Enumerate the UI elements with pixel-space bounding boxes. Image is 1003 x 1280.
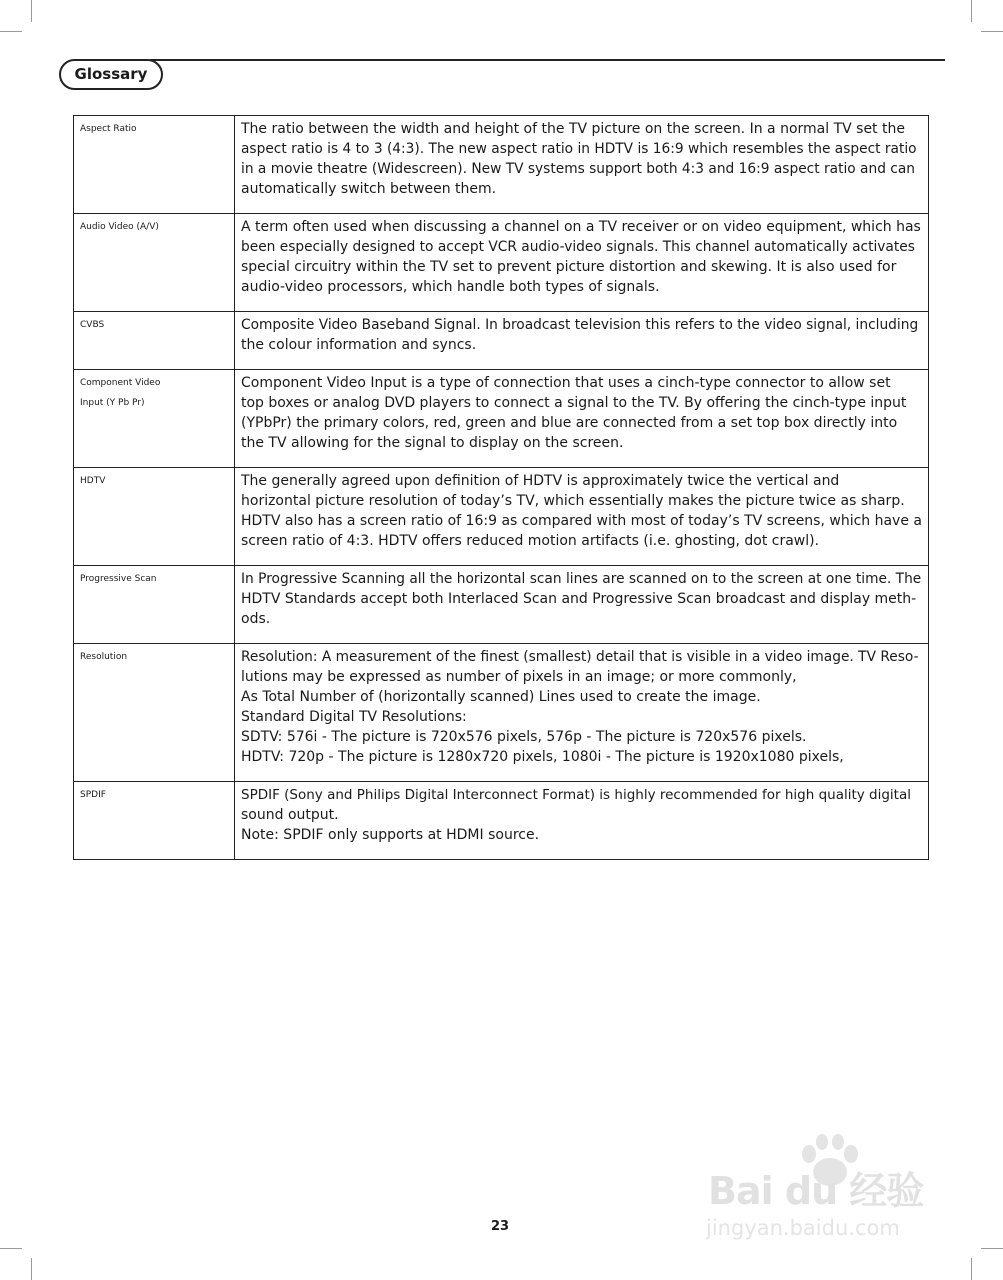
- crop-mark: [981, 1248, 1003, 1249]
- glossary-definition: [235, 468, 929, 566]
- term-line: HDTV: [80, 476, 106, 486]
- term-line: Component Video: [80, 378, 161, 388]
- definition-line: lutions may be expressed as number of pixels in an image; or more commonly,: [241, 669, 797, 685]
- definition-line: The generally agreed upon definition of HDTV is approximately twice the vertical and: [241, 473, 840, 489]
- definition-line: special circuitry within the TV set to prevent picture distortion and skewing. It is also used for: [241, 259, 897, 275]
- glossary-row: [74, 644, 929, 782]
- crop-mark: [0, 1248, 22, 1249]
- definition-line: Note: SPDIF only supports at HDMI source.: [241, 827, 540, 843]
- glossary-table: [73, 115, 929, 860]
- definition-line: A term often used when discussing a channel on a TV receiver or on video equipment, which has: [241, 219, 921, 235]
- section-title: Glossary: [59, 59, 163, 90]
- baidu-watermark: [700, 1130, 960, 1270]
- definition-line: HDTV also has a screen ratio of 16:9 as compared with most of today’s TV screens, which have a: [241, 513, 922, 529]
- glossary-definition: [235, 566, 929, 644]
- glossary-term: [74, 566, 235, 644]
- definition-line: SPDIF (Sony and Philips Digital Interconnect Format) is highly recommended for high quality digital: [241, 787, 911, 803]
- glossary-definition: [235, 312, 929, 370]
- definition-line: audio-video processors, which handle both types of signals.: [241, 279, 660, 295]
- term-line: Progressive Scan: [80, 574, 157, 584]
- term-line: SPDIF: [80, 790, 106, 800]
- page-number: 23: [490, 1219, 510, 1234]
- glossary-term: [74, 644, 235, 782]
- glossary-definition: [235, 116, 929, 214]
- definition-line: the TV allowing for the signal to display on the screen.: [241, 435, 624, 451]
- definition-line: Composite Video Baseband Signal. In broadcast television this refers to the video signal, including: [241, 317, 919, 333]
- glossary-row: [74, 468, 929, 566]
- glossary-definition: [235, 782, 929, 860]
- glossary-definition: [235, 370, 929, 468]
- definition-line: Component Video Input is a type of connection that uses a cinch-type connector to allow set: [241, 375, 891, 391]
- definition-line: HDTV Standards accept both Interlaced Scan and Progressive Scan broadcast and display meth-: [241, 591, 917, 607]
- term-line: Audio Video (A/V): [80, 222, 159, 232]
- definition-line: (YPbPr) the primary colors, red, green and blue are connected from a set top box directly into: [241, 415, 898, 431]
- crop-mark: [0, 31, 22, 32]
- crop-mark: [31, 0, 32, 22]
- crop-mark: [981, 31, 1003, 32]
- glossary-term: [74, 116, 235, 214]
- term-line: Input (Y Pb Pr): [80, 398, 145, 408]
- glossary-term: [74, 782, 235, 860]
- definition-line: ods.: [241, 611, 271, 627]
- glossary-term: [74, 468, 235, 566]
- glossary-row: [74, 370, 929, 468]
- watermark-logo-text: Bai du 经验: [708, 1169, 924, 1213]
- definition-line: the colour information and syncs.: [241, 337, 477, 353]
- definition-line: In Progressive Scanning all the horizontal scan lines are scanned on to the screen at one time. The: [241, 571, 922, 587]
- crop-mark: [31, 1258, 32, 1280]
- watermark-url: jingyan.baidu.com: [706, 1216, 900, 1240]
- glossary-row: [74, 214, 929, 312]
- glossary-definition: [235, 214, 929, 312]
- term-line: Resolution: [80, 652, 128, 662]
- definition-line: aspect ratio is 4 to 3 (4:3). The new aspect ratio in HDTV is 16:9 which resembles the aspect ratio: [241, 141, 917, 157]
- definition-line: The ratio between the width and height of the TV picture on the screen. In a normal TV set the: [241, 121, 905, 137]
- header-rule: [150, 59, 945, 61]
- glossary-row: [74, 782, 929, 860]
- glossary-body: [74, 116, 929, 860]
- glossary-definition: [235, 644, 929, 782]
- definition-line: horizontal picture resolution of today’s TV, which essentially makes the picture twice as sharp.: [241, 493, 905, 509]
- definition-line: Standard Digital TV Resolutions:: [241, 709, 467, 725]
- glossary-row: [74, 116, 929, 214]
- term-line: CVBS: [80, 320, 105, 330]
- glossary-term: [74, 214, 235, 312]
- glossary-row: [74, 566, 929, 644]
- definition-line: HDTV: 720p - The picture is 1280x720 pixels, 1080i - The picture is 1920x1080 pixels,: [241, 749, 844, 765]
- term-line: Aspect Ratio: [80, 124, 137, 134]
- crop-mark: [971, 1258, 972, 1280]
- definition-line: been especially designed to accept VCR audio-video signals. This channel automatically activates: [241, 239, 915, 255]
- definition-line: top boxes or analog DVD players to connect a signal to the TV. By offering the cinch-type input: [241, 395, 907, 411]
- definition-line: screen ratio of 4:3. HDTV offers reduced motion artifacts (i.e. ghosting, dot crawl).: [241, 533, 820, 549]
- definition-line: As Total Number of (horizontally scanned) Lines used to create the image.: [241, 689, 761, 705]
- glossary-term: [74, 370, 235, 468]
- glossary-row: [74, 312, 929, 370]
- definition-line: in a movie theatre (Widescreen). New TV systems support both 4:3 and 16:9 aspect ratio and can: [241, 161, 915, 177]
- crop-mark: [971, 0, 972, 22]
- definition-line: SDTV: 576i - The picture is 720x576 pixels, 576p - The picture is 720x576 pixels.: [241, 729, 807, 745]
- definition-line: Resolution: A measurement of the finest (smallest) detail that is visible in a video image. TV Reso-: [241, 649, 919, 665]
- definition-line: sound output.: [241, 807, 339, 823]
- glossary-term: [74, 312, 235, 370]
- definition-line: automatically switch between them.: [241, 181, 497, 197]
